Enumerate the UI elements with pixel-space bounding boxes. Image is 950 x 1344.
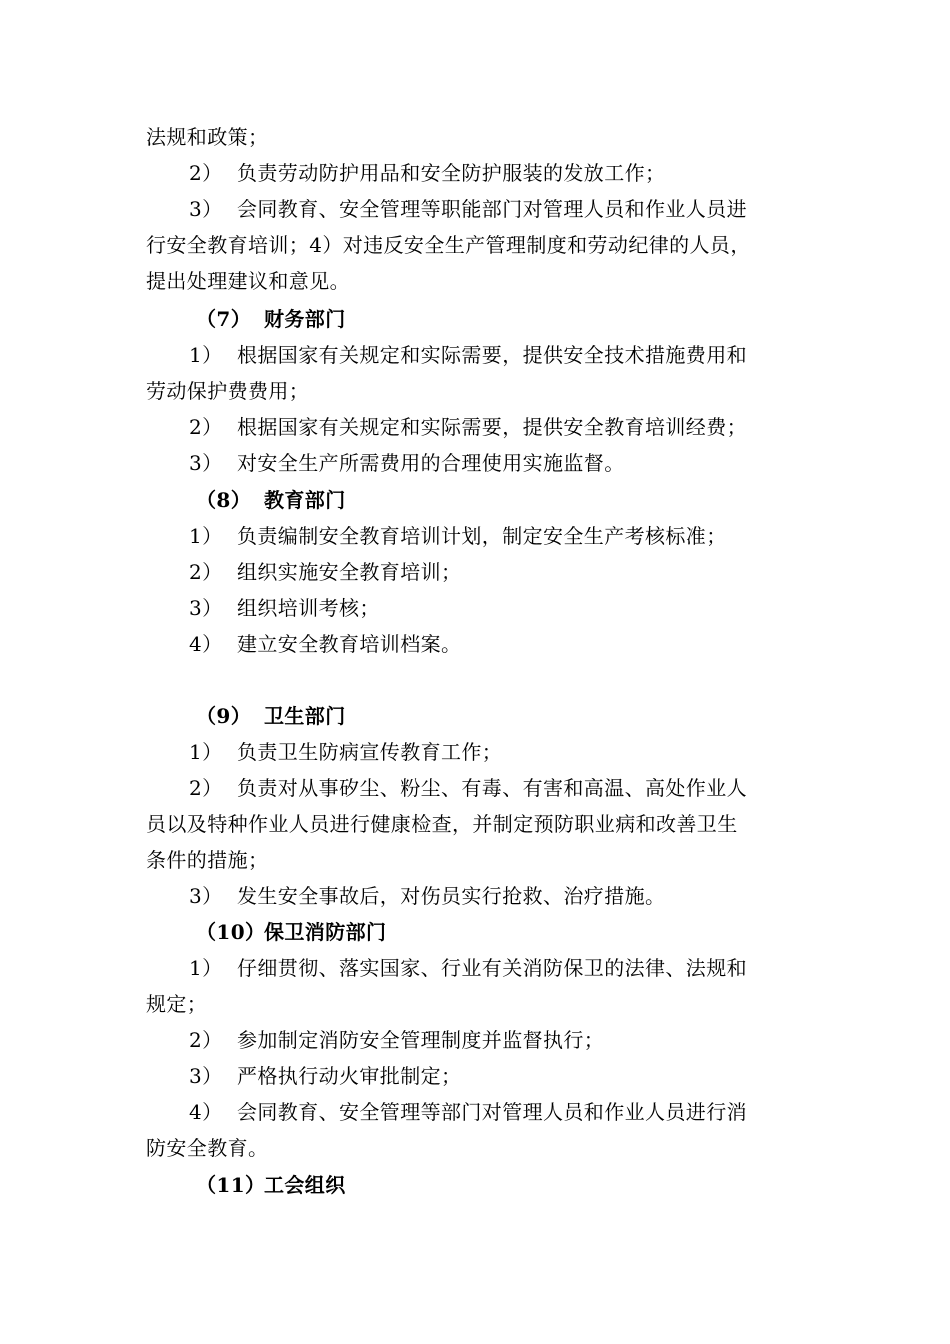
- text-line: 员以及特种作业人员进行健康检查，并制定预防职业病和改善卫生: [146, 812, 738, 836]
- section-number: （11）: [196, 1173, 266, 1197]
- text-line: 行安全教育培训；4）对违反安全生产管理制度和劳动纪律的人员，: [146, 233, 751, 257]
- list-item: 3） 发生安全事故后，对伤员实行抢救、治疗措施。: [189, 884, 666, 908]
- list-item: 1） 负责编制安全教育培训计划，制定安全生产考核标准；: [189, 524, 727, 548]
- item-number: 2）: [189, 415, 223, 439]
- list-item: 1） 根据国家有关规定和实际需要，提供安全技术措施费用和: [189, 343, 747, 367]
- list-item: 4） 会同教育、安全管理等部门对管理人员和作业人员进行消: [189, 1100, 747, 1124]
- item-number: 4）: [189, 632, 223, 656]
- section-heading: （11）工会组织: [196, 1173, 346, 1197]
- list-item: 2） 组织实施安全教育培训；: [189, 560, 462, 584]
- item-number: 1）: [189, 740, 223, 764]
- list-item: 2） 负责劳动防护用品和安全防护服装的发放工作；: [189, 161, 666, 185]
- item-number: 3）: [189, 884, 223, 908]
- section-number: （10）: [196, 920, 266, 944]
- text-line: 法规和政策；: [146, 125, 269, 149]
- list-item: 1） 负责卫生防病宣传教育工作；: [189, 740, 503, 764]
- section-number: （8）: [196, 488, 252, 512]
- list-item: 3） 会同教育、安全管理等职能部门对管理人员和作业人员进: [189, 197, 747, 221]
- list-item: 3） 对安全生产所需费用的合理使用实施监督。: [189, 451, 625, 475]
- list-item: 3） 组织培训考核；: [189, 596, 380, 620]
- item-number: 1）: [189, 524, 223, 548]
- section-heading: （10）保卫消防部门: [196, 920, 387, 944]
- item-number: 1）: [189, 956, 223, 980]
- item-number: 1）: [189, 343, 223, 367]
- item-number: 3）: [189, 1064, 223, 1088]
- section-heading: （7） 财务部门: [196, 307, 346, 331]
- item-number: 2）: [189, 161, 223, 185]
- text-line: 规定；: [146, 992, 208, 1016]
- section-number: （9）: [196, 704, 252, 728]
- section-number: （7）: [196, 307, 252, 331]
- item-number: 3）: [189, 596, 223, 620]
- text-line: 防安全教育。: [146, 1136, 269, 1160]
- item-number: 2）: [189, 560, 223, 584]
- list-item: 3） 严格执行动火审批制定；: [189, 1064, 462, 1088]
- text-line: 劳动保护费费用；: [146, 379, 310, 403]
- list-item: 2） 负责对从事矽尘、粉尘、有毒、有害和高温、高处作业人: [189, 776, 747, 800]
- section-heading: （8） 教育部门: [196, 488, 346, 512]
- item-number: 3）: [189, 451, 223, 475]
- list-item: 1） 仔细贯彻、落实国家、行业有关消防保卫的法律、法规和: [189, 956, 747, 980]
- item-number: 4）: [189, 1100, 223, 1124]
- list-item: 4） 建立安全教育培训档案。: [189, 632, 462, 656]
- text-line: 提出处理建议和意见。: [146, 269, 350, 293]
- list-item: 2） 参加制定消防安全管理制度并监督执行；: [189, 1028, 605, 1052]
- text-line: 条件的措施；: [146, 848, 269, 872]
- section-heading: （9） 卫生部门: [196, 704, 346, 728]
- item-number: 3）: [189, 197, 223, 221]
- item-number: 2）: [189, 1028, 223, 1052]
- item-number: 2）: [189, 776, 223, 800]
- list-item: 2） 根据国家有关规定和实际需要，提供安全教育培训经费；: [189, 415, 747, 439]
